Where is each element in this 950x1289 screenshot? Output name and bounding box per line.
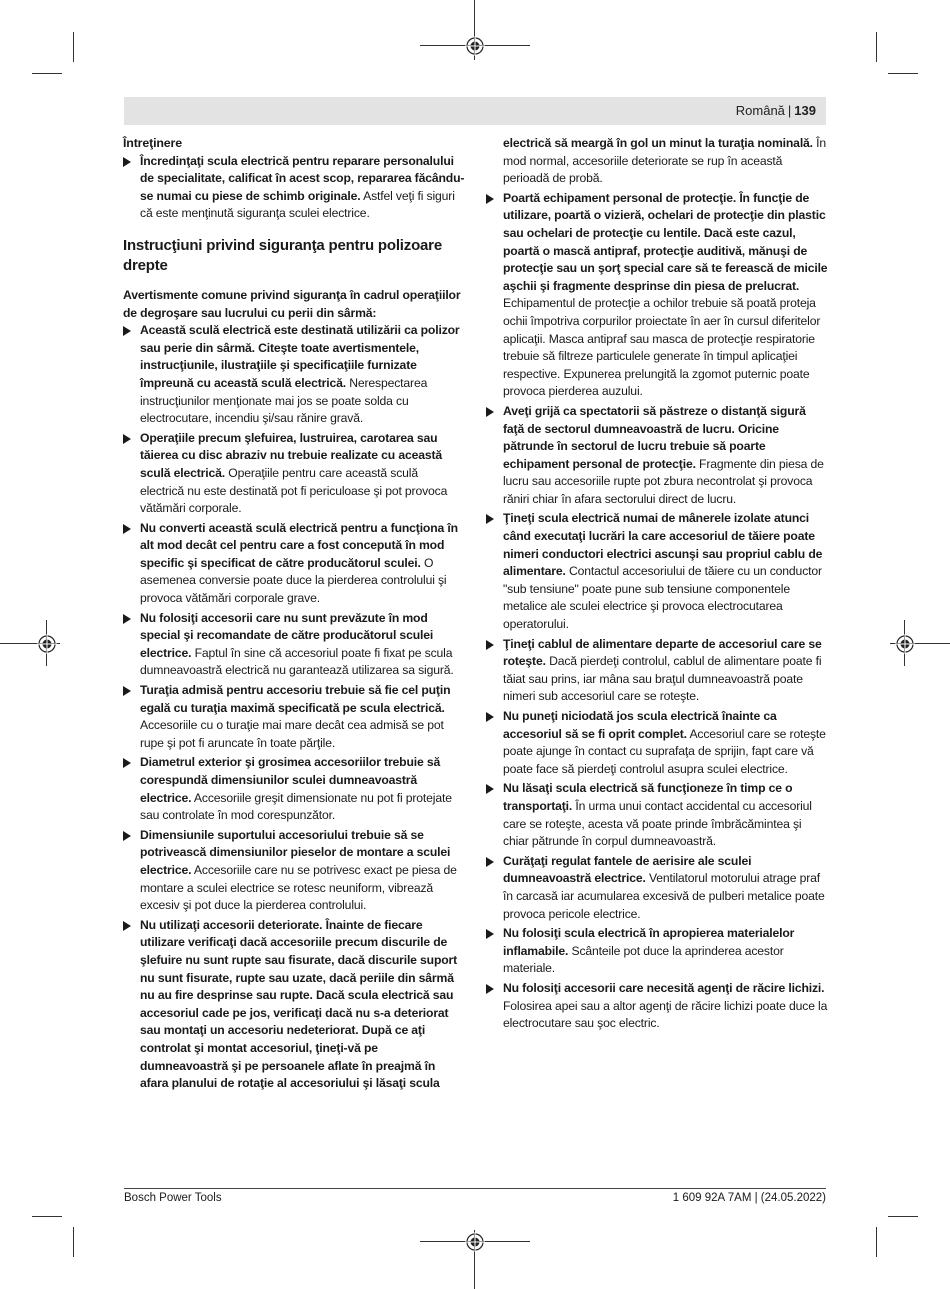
item-bold-text: Diametrul exterior şi grosimea accesoriilor trebuie să corespundă dimensiunilor sculei dumneavoastră electrice. bbox=[140, 755, 441, 805]
footer-doc-id: 1 609 92A 7AM | (24.05.2022) bbox=[672, 1192, 826, 1204]
bullet-arrow-icon bbox=[486, 929, 494, 939]
list-item bbox=[123, 610, 465, 680]
list-item bbox=[123, 827, 465, 915]
list-item bbox=[123, 430, 465, 518]
registration-mark-icon bbox=[465, 36, 485, 56]
list-item bbox=[486, 925, 828, 978]
bullet-arrow-icon bbox=[123, 758, 131, 768]
item-bold-text: Nu lăsaţi scula electrică să funcţioneze în timp ce o transportaţi. bbox=[503, 781, 793, 813]
list-item-continuation bbox=[486, 135, 828, 188]
list-item bbox=[123, 754, 465, 824]
right-column bbox=[486, 135, 828, 1033]
item-text: În mod normal, accesoriile deteriorate se rup în această perioadă de probă. bbox=[503, 136, 827, 186]
maintenance-heading: Întreţinere bbox=[123, 136, 182, 150]
section-heading: Instrucţiuni privind siguranţa pentru polizoare drepte bbox=[123, 236, 442, 274]
item-text: Nerespectarea instrucţiunilor menţionate mai jos se poate solda cu electrocutare, incendiu şi/sau rănire gravă. bbox=[140, 375, 428, 426]
item-text: Folosirea apei sau a altor agenţi de răcire lichizi poate duce la electrocutare sau şoc electric. bbox=[503, 998, 828, 1031]
footer-brand: Bosch Power Tools bbox=[124, 1192, 222, 1204]
list-item bbox=[123, 520, 465, 608]
bullet-arrow-icon bbox=[486, 514, 494, 524]
item-bold-text: Dimensiunile suportului accesoriului trebuie să se potrivească dimensiunilor pieselor de montare a sculei electrice. bbox=[140, 827, 451, 877]
crop-mark bbox=[876, 1227, 877, 1257]
header-text bbox=[736, 103, 816, 118]
item-bold-text: Poartă echipament personal de protecţie. În funcţie de utilizare, poartă o vizieră, ochelari de protecţie din plastic sau ochelari de protecţie cu lentile. Dacă este cazul, poartă o mască antipraf, protecţie auditivă, mănuşi de protecţie sau un şorţ special care să te ferească de micile aşchii şi fragmente desprinse din piesa de prelucrat. bbox=[503, 190, 828, 293]
list-item bbox=[123, 153, 465, 223]
bullet-arrow-icon bbox=[123, 434, 131, 444]
bullet-arrow-icon bbox=[486, 640, 494, 650]
crop-mark bbox=[32, 1216, 62, 1217]
crop-mark bbox=[32, 73, 62, 74]
item-bold-text: Nu utilizaţi accesorii deteriorate. Înainte de fiecare utilizare verificaţi dacă accesoriile precum discurile de şlefuire nu sunt rupte sau fisurate, dacă discurile suport nu sunt fisurate, rupte sau uzate, dacă periile din sârmă nu au fire desprinse sau rupte. Dacă scula electrică sau accesoriul cade pe jos, verificaţi dacă nu s-a deteriorat sau montaţi un accesoriu nedeteriorat. După ce aţi controlat şi montat accesoriul, ţineţi-vă pe dumneavoastră şi pe persoanele aflate în preajmă în afara planului de rotaţie al accesoriului şi lăsaţi scula bbox=[140, 917, 458, 1091]
crop-mark bbox=[876, 32, 877, 62]
bullet-arrow-icon bbox=[486, 712, 494, 722]
footer-divider bbox=[124, 1188, 826, 1189]
item-text: Accesoriile cu o turaţie mai mare decât cea admisă se pot rupe şi pot fi aruncate în toate părţile. bbox=[140, 718, 444, 750]
item-bold-text: Nu folosiţi accesorii care nu sunt prevăzute în mod special şi recomandate de către producătorul sculei electrice. bbox=[140, 610, 434, 660]
registration-mark-icon bbox=[465, 1232, 485, 1252]
header-separator: | bbox=[787, 103, 792, 118]
item-bold-text: Nu folosiţi accesorii care necesită agenţi de răcire lichizi. bbox=[503, 980, 825, 995]
list-item bbox=[123, 322, 465, 428]
bullet-arrow-icon bbox=[123, 686, 131, 696]
list-item bbox=[486, 853, 828, 923]
list-item bbox=[123, 682, 465, 752]
item-bold-text: Aveţi grijă ca spectatorii să păstreze o distanţă sigură faţă de sectorul dumneavoastră de lucru. Oricine pătrunde în sectorul de lucru trebuie să poarte echipament personal de protecţie. bbox=[503, 403, 806, 471]
item-bold-text: electrică să meargă în gol un minut la turaţia nominală. bbox=[503, 136, 813, 150]
bullet-arrow-icon bbox=[123, 921, 131, 931]
left-column bbox=[123, 135, 465, 1093]
item-text: Ventilatorul motorului atrage praf în carcasă iar acumularea excesivă de pulberi metalice poate provoca pericole electrice. bbox=[503, 871, 825, 921]
item-bold-text: Ţineţi cablul de alimentare departe de accesoriul care se roteşte. bbox=[503, 636, 822, 669]
registration-mark-icon bbox=[37, 634, 57, 654]
item-bold-text: Ţineţi scula electrică numai de mânerele izolate atunci când executaţi lucrări la care accesoriul de tăiere poate nimeri conductori electrici ascunşi sau propriul cablu de alimentare. bbox=[503, 511, 823, 579]
bullet-arrow-icon bbox=[123, 157, 131, 167]
bullet-arrow-icon bbox=[486, 784, 494, 794]
item-bold-text: Încredinţaţi scula electrică pentru reparare personalului de specialitate, calificat în acest scop, repararea făcându-se numai cu piese de schimb originale. bbox=[140, 153, 465, 203]
item-text: Dacă pierdeţi controlul, cablul de alimentare poate fi tăiat sau prins, iar mâna sau braţul dumneavoastră poate nimeri sub accesoriul care se roteşte. bbox=[503, 654, 822, 704]
list-item bbox=[486, 708, 828, 778]
list-item bbox=[123, 917, 465, 1093]
item-text: O asemenea conversie poate duce la pierderea controlului şi provoca vătămări corporale grave. bbox=[140, 555, 447, 606]
bullet-arrow-icon bbox=[123, 326, 131, 336]
bullet-arrow-icon bbox=[123, 831, 131, 841]
list-item bbox=[486, 636, 828, 706]
item-text: Scânteile pot duce la aprinderea acestor materiale. bbox=[503, 943, 784, 976]
crop-mark bbox=[73, 32, 74, 62]
bullet-arrow-icon bbox=[486, 857, 494, 867]
bullet-arrow-icon bbox=[123, 524, 131, 534]
item-bold-text: Curăţaţi regulat fantele de aerisire ale sculei dumneavoastră electrice. bbox=[503, 853, 752, 886]
item-text: Operaţiile pentru care această sculă electrică nu este destinată pot fi periculoase şi pot provoca vătămări corporale. bbox=[140, 465, 448, 516]
bullet-arrow-icon bbox=[486, 407, 494, 417]
item-bold-text: Turaţia admisă pentru accesoriu trebuie să fie cel puţin egală cu turaţia maximă specificată pe scula electrică. bbox=[140, 683, 451, 715]
header-language: Română bbox=[735, 103, 785, 118]
item-bold-text: Nu folosiţi scula electrică în apropierea materialelor inflamabile. bbox=[503, 926, 795, 958]
bullet-arrow-icon bbox=[486, 984, 494, 994]
item-bold-text: Această sculă electrică este destinată utilizării ca polizor sau perie din sârmă. Citeşte toate avertismentele, instrucţiunile, ilustraţiile şi specificaţiile furnizate împreună cu această sculă electrică. bbox=[140, 323, 460, 390]
list-item bbox=[486, 190, 828, 401]
item-text: În urma unui contact accidental cu accesoriul care se roteşte, acesta vă poate prinde îmbrăcămintea şi chiar pătrunde în corpul dumneavoastră. bbox=[503, 798, 812, 849]
bullet-arrow-icon bbox=[123, 614, 131, 624]
list-item bbox=[486, 780, 828, 850]
crop-mark bbox=[73, 1227, 74, 1257]
item-text: Contactul accesoriului de tăiere cu un conductor "sub tensiune" poate pune sub tensiune componentele metalice ale sculei electrice şi provoca electrocutarea operatorului. bbox=[503, 564, 822, 632]
bullet-arrow-icon bbox=[486, 194, 494, 204]
page-header bbox=[124, 97, 826, 125]
item-text: Faptul în sine că accesoriul poate fi fixat pe scula dumneavoastră electrică nu garantează utilizarea sa sigură. bbox=[140, 645, 454, 678]
item-text: Astfel veţi fi siguri că este menţinută siguranţa sculei electrice. bbox=[140, 188, 455, 221]
list-item bbox=[486, 980, 828, 1033]
item-text: Fragmente din piesa de lucru sau accesoriile rupte pot zbura necontrolat şi provoca răniri chiar în afara sectorului direct de lucru. bbox=[503, 456, 824, 506]
item-bold-text: Operaţiile precum şlefuirea, lustruirea, carotarea sau tăierea cu disc abraziv nu trebuie realizate cu această sculă electrică. bbox=[140, 430, 443, 480]
list-item bbox=[486, 403, 828, 509]
item-bold-text: Nu converti această sculă electrică pentru a funcţiona în alt mod decât cel pentru care a fost concepută în mod specific şi specificat de către producătorul sculei. bbox=[140, 520, 458, 570]
page-number: 139 bbox=[794, 103, 816, 118]
registration-mark-icon bbox=[895, 634, 915, 654]
list-item bbox=[486, 510, 828, 633]
item-text: Accesoriile greşit dimensionate nu pot fi protejate sau controlate în mod corespunzător. bbox=[140, 790, 452, 823]
section-intro: Avertismente comune privind siguranţa în cadrul operaţiilor de degroşare sau lucrului cu perii din sârmă: bbox=[123, 287, 461, 320]
item-bold-text: Nu puneţi niciodată jos scula electrică înainte ca accesoriul să se fi oprit complet. bbox=[503, 709, 777, 741]
item-text: Accesoriile care nu se potrivesc exact pe piesa de montare a sculei electrice se rotesc neuniform, vibrează excesiv şi pot duce la pierderea controlului. bbox=[140, 862, 457, 913]
crop-mark bbox=[888, 1216, 918, 1217]
crop-mark bbox=[888, 73, 918, 74]
item-text: Echipamentul de protecţie a ochilor trebuie să poată proteja ochii împotriva corpurilor proiectate în aer în cursul diferitelor aplicaţii. Masca antipraf sau masca de protecţie respiratorie trebuie să filtreze particulele generate în timpul aplicaţiei respective. Expunerea prelungită la zgomot puternic poate provoca pierderea auzului. bbox=[503, 296, 821, 399]
item-text: Accesoriul care se roteşte poate ajunge în contact cu suprafaţa de sprijin, fapt care vă poate face să pierdeţi controlul asupra sculei electrice. bbox=[503, 726, 826, 776]
